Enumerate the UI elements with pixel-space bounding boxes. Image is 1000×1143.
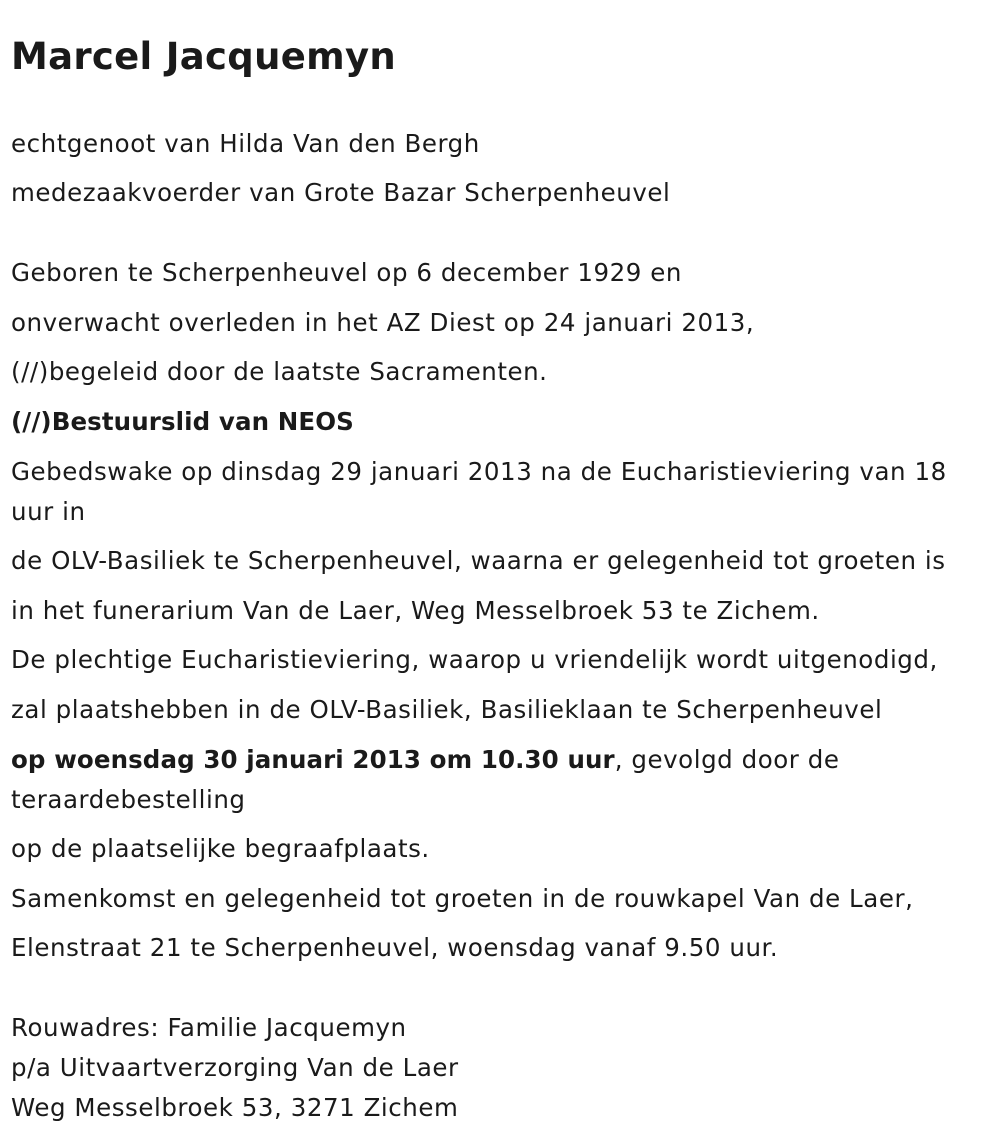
burial-line: op de plaatselijke begraafplaats. <box>11 834 430 863</box>
gathering-place-line: Elenstraat 21 te Scherpenheuvel, woensdag vanaf 9.50 uur. <box>11 933 779 962</box>
deceased-name: Marcel Jacquemyn <box>11 35 397 78</box>
vigil-place-line: de OLV-Basiliek te Scherpenheuvel, waarna er gelegenheid tot groeten is <box>11 546 946 575</box>
funeral-director-line: p/a Uitvaartverzorging Van de Laer <box>11 1053 459 1082</box>
funeral-home-line: in het funerarium Van de Laer, Weg Messelbroek 53 te Zichem. <box>11 596 820 625</box>
board-member-line: (//)Bestuurslid van NEOS <box>11 407 354 436</box>
death-line: onverwacht overleden in het AZ Diest op 24 januari 2013, <box>11 308 755 337</box>
mass-date-rest: , gevolgd door de teraardebestelling <box>11 745 840 814</box>
gathering-line: Samenkomst en gelegenheid tot groeten in de rouwkapel Van de Laer, <box>11 884 914 913</box>
mass-date-line <box>11 740 986 820</box>
mourning-address-line: Rouwadres: Familie Jacquemyn <box>11 1013 407 1042</box>
mass-place-line: zal plaatshebben in de OLV-Basiliek, Basilieklaan te Scherpenheuvel <box>11 695 883 724</box>
occupation-line: medezaakvoerder van Grote Bazar Scherpenheuvel <box>11 178 671 207</box>
spouse-line: echtgenoot van Hilda Van den Bergh <box>11 129 480 158</box>
sacraments-line: (//)begeleid door de laatste Sacramenten. <box>11 357 548 386</box>
mass-line: De plechtige Eucharistieviering, waarop u vriendelijk wordt uitgenodigd, <box>11 645 938 674</box>
street-address-line: Weg Messelbroek 53, 3271 Zichem <box>11 1093 459 1122</box>
birth-line: Geboren te Scherpenheuvel op 6 december 1929 en <box>11 258 682 287</box>
vigil-line: Gebedswake op dinsdag 29 januari 2013 na de Eucharistieviering van 18 uur in <box>11 457 947 526</box>
mass-date-bold: op woensdag 30 januari 2013 om 10.30 uur <box>11 745 615 774</box>
